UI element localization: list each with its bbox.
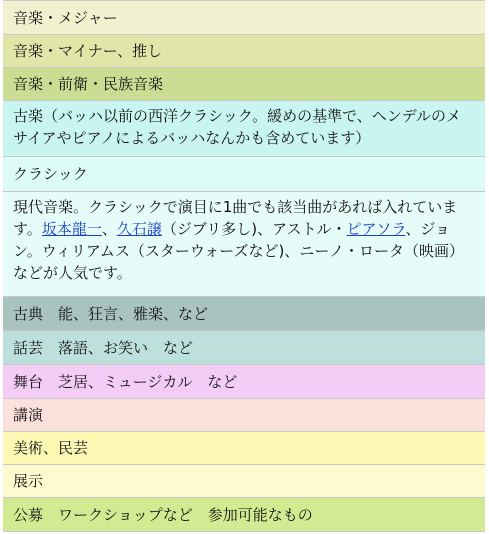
category-row-art[interactable] <box>3 431 485 464</box>
row-text-part: 、 <box>101 220 117 238</box>
link-sakamoto[interactable]: 坂本龍一 <box>41 220 102 238</box>
table-bottom-border <box>3 531 485 532</box>
row-text-part: 、ジョン。ウィリアムス（スターウォーズなど)、ニーノ・ロータ（映画）などが人気です。 <box>13 220 465 282</box>
row-label: 舞台 芝居、ミュージカル など <box>13 372 238 391</box>
category-row-music-major[interactable] <box>3 0 485 34</box>
row-label: 古典 能、狂言、雅楽、など <box>13 304 209 323</box>
row-label: 公募 ワークショップなど 参加可能なもの <box>13 505 313 524</box>
category-row-lecture[interactable] <box>3 398 485 431</box>
category-row-storytelling[interactable] <box>3 330 485 364</box>
row-label: 音楽・メジャー <box>13 8 118 27</box>
category-row-traditional[interactable] <box>3 296 485 330</box>
row-label: 古楽（バッハ以前の西洋クラシック。緩めの基準で、ヘンデルのメサイアやピアノによるバッハなんかも含めています） <box>13 107 462 147</box>
link-hisaishi[interactable]: 久石譲 <box>116 220 162 238</box>
category-row-music-avantgarde[interactable] <box>3 67 485 100</box>
row-label: 話芸 落語、お笑い など <box>13 338 194 357</box>
category-row-stage[interactable] <box>3 364 485 398</box>
row-text-part: （ジブリ多し)、アストル・ <box>161 220 347 238</box>
link-piazzolla[interactable]: ピアソラ <box>346 220 406 238</box>
row-label <box>13 196 475 284</box>
category-row-contemporary[interactable] <box>3 191 485 296</box>
category-row-early-music[interactable] <box>3 100 485 156</box>
category-row-music-minor[interactable] <box>3 34 485 67</box>
category-row-open-call[interactable] <box>3 497 485 531</box>
row-label: 音楽・マイナー、推し <box>13 42 163 60</box>
row-label: 展示 <box>13 472 44 490</box>
row-label: 音楽・前衛・民族音楽 <box>13 75 164 93</box>
row-label: 講演 <box>13 406 44 424</box>
category-row-exhibition[interactable] <box>3 464 485 497</box>
category-row-classic[interactable] <box>3 156 485 191</box>
row-text-part: 現代音楽。クラシックで演目に1曲でも該当曲があれば入れています。 <box>13 198 458 238</box>
row-label: クラシック <box>13 165 88 183</box>
row-label: 美術、民芸 <box>13 439 89 457</box>
